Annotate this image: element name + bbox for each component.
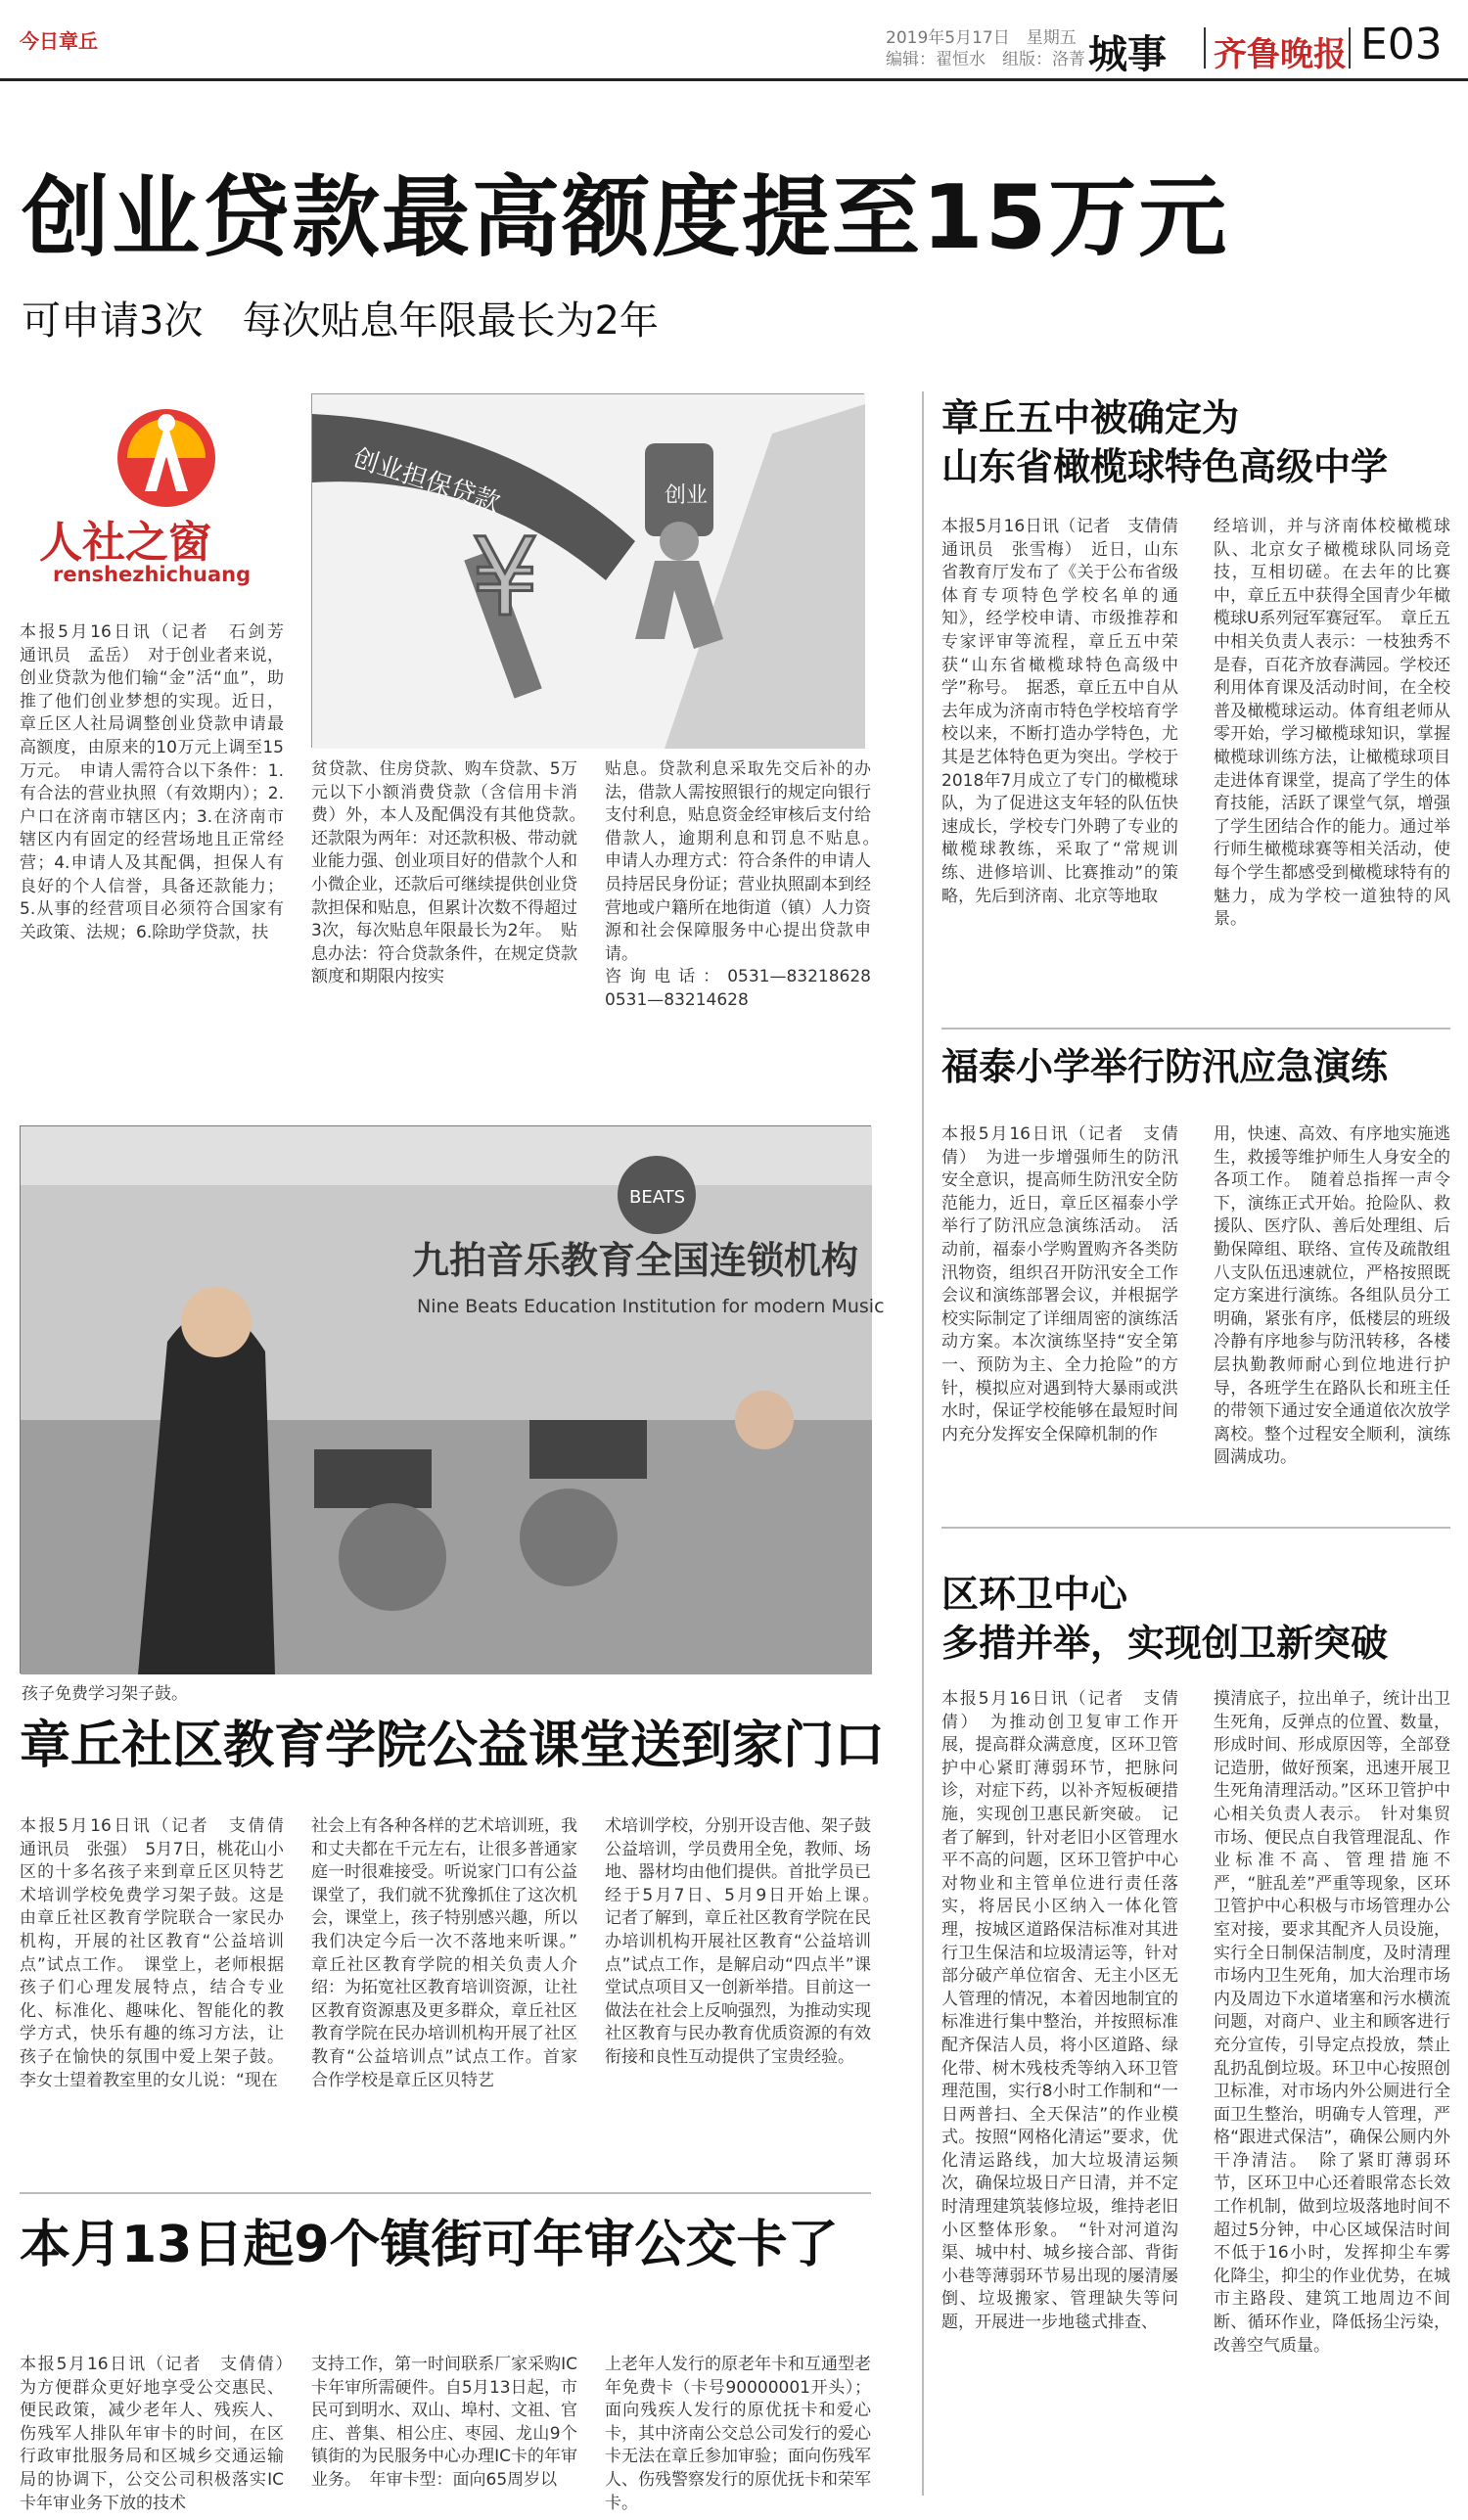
- story-right3-title-line1: 区环卫中心: [941, 1573, 1128, 1616]
- main-subhead: 可申请3次 每次贴息年限最长为2年: [22, 298, 659, 344]
- story-left2-column-3: 术培训学校，分别开设吉他、架子鼓公益培训，学员费用全免，教师、场地、器材均由他们提供。首批学员已经于5月7日、5月9日开始上课。 记者了解到，章丘社区教育学院在民办培训机构开展社区教育“公益培训点”试点工作，是解启动“四点半”课堂试点项目又一创新举措。目前这一做法在社会上反响强烈，为推动实现社区教育与民办教育优质资源的有效衔接和良性互动提供了宝贵经验。: [605, 1816, 888, 2067]
- page-header: [0, 0, 1468, 77]
- story-right1-column-2: 经培训，并与济南体校橄榄球队、北京女子橄榄球队同场竞技，互相切磋。在去年的比赛中，章丘五中获得全国青少年橄榄球U系列冠军赛冠军。 章丘五中相关负责人表示：一枝独秀不是春，百花齐放春满园。学校还利用体育课及活动时间，在全校普及橄榄球运动。体育组老师从零开始，学习橄榄球知识，掌握橄榄球训练方法，让橄榄球项目走进体育课堂，提高了学生的体育技能，活跃了课堂气氛，增强了学生团结合作的能力。通过举行师生橄榄球赛等相关活动，使每个学生都感受到橄榄球特有的魅力，成为学校一道独特的风景。: [1214, 517, 1450, 930]
- photo-sign-text: 九拍音乐教育全国连锁机构: [412, 1239, 859, 1282]
- story-right1-title-line1: 章丘五中被确定为: [941, 396, 1240, 439]
- story-divider: [20, 2192, 871, 2194]
- contact-phone: 咨询电话：0531—83218628 0531—83214628: [605, 967, 888, 1010]
- edition-editor: 编辑：翟恒水 组版：洛菁: [886, 50, 1085, 69]
- lead-column-3: 贴息。贷款利息采取先交后补的办法，借款人需按照银行的规定向银行支付利息，贴息资金经审核后支付给借款人，逾期利息和罚息不贴息。 申请人办理方式：符合条件的申请人员持居民身份证；营业执照副本到经营地或户籍所在地街道（镇）人力资源和社会保障服务中心提出贷款申请。 咨询电话：0531—83218628 0531—83214628: [605, 758, 871, 1052]
- photo-logo-text: BEATS: [629, 1187, 686, 1208]
- story-right1-column-1: 本报5月16日讯（记者 支倩倩 通讯员 张雪梅） 近日，山东省教育厅发布了《关于公布省级体育专项特色学校名单的通知》，经学校申请、市级推荐和专家评审等流程，章丘五中荣获“山东省橄榄球特色高级中学”称号。 据悉，章丘五中自从去年成为济南市特色学校培育学校以来，不断打造办学特色，尤其是艺体特色更为突出。学校于2018年7月成立了专门的橄榄球队，为了促进这支年轻的队伍快速成长，学校专门外聘了专业的橄榄球教练，采取了“常规训练、进修培训、比赛推动”的策略，先后到济南、北京等地取: [941, 517, 1195, 906]
- header-separator: [1349, 27, 1351, 69]
- cartoon-illustration-icon: [312, 394, 865, 749]
- edition-date: 2019年5月17日 星期五: [886, 28, 1077, 48]
- story-divider: [941, 1527, 1450, 1529]
- loan-cartoon: [311, 393, 864, 748]
- story-left3-title: 本月13日起9个镇街可年审公交卡了: [20, 2216, 839, 2274]
- story-left3-column-2: 支持工作，第一时间联系厂家采购IC卡年审所需硬件。自5月13日起，市民可到明水、双山、埠村、文祖、官庄、普集、相公庄、枣园、龙山9个镇街的为民服务中心办理IC卡的年审业务。 年审卡型：面向65周岁以: [311, 2355, 577, 2490]
- photo-sign-en: Nine Beats Education Institution for modern Music: [417, 1296, 885, 1317]
- story-left3-column-1: 本报5月16日讯（记者 支倩倩） 为方便群众更好地享受公交惠民、便民政策，减少老年人、残疾人、伤残军人排队年审卡的时间，在区行政审批服务局和区城乡交通运输局的协调下，公交公司积极落实IC卡年审业务下放的技术: [20, 2355, 300, 2513]
- header-rule: [0, 78, 1468, 81]
- main-headline: 创业贷款最高额度提至15万元: [22, 166, 1229, 269]
- paper-name: 齐鲁晚报: [1214, 35, 1347, 74]
- photo-illustration-icon: [21, 1126, 885, 1674]
- story-divider: [941, 1028, 1450, 1030]
- story-right2-column-2: 用，快速、高效、有序地实施逃生，救援等维护师生人身安全的各项工作。 随着总指挥一声令下，演练正式开始。抢险队、救援队、医疗队、善后处理组、后勤保障组、联络、宣传及疏散组八支队伍迅速就位，严格按照既定方案进行演练。各组队员分工明确，紧张有序，低楼层的班级冷静有序地参与防汛转移，各楼层执勤教师耐心到位地进行护导，各班学生在路队长和班主任的带领下通过安全通道依次放学离校。整个过程安全顺利，演练圆满成功。: [1214, 1124, 1450, 1468]
- story-left3-column-3: 上老年人发行的原老年卡和互通型老年免费卡（卡号90000001开头）；面向残疾人发行的原优抚卡和爱心卡，其中济南公交总公司发行的爱心卡无法在章丘参加审验；面向伤残军人、伤残警察发行的原优抚卡和荣军卡。: [605, 2355, 871, 2513]
- section-tag: 今日章丘: [20, 29, 98, 53]
- lead-column-1: 本报5月16日讯（记者 石剑芳 通讯员 孟岳） 对于创业者来说，创业贷款为他们输“金”活“血”，助推了他们创业梦想的实现。近日，章丘区人社局调整创业贷款申请最高额度，由原来的10万元上调至15万元。 申请人需符合以下条件：1.有合法的营业执照（有效期内）；2.户口在济南市辖区内；3.在济南市辖区内有固定的经营场地且正常经营；4.申请人及其配偶，担保人有良好的个人信誉，具备还款能力；5.从事的经营项目必须符合国家有关政策、法规；6.除助学贷款，扶: [20, 622, 300, 942]
- cartoon-yuan-symbol: ¥: [471, 515, 539, 640]
- logo-title: 人社之窗: [39, 518, 211, 568]
- cartoon-backpack-label: 创业: [665, 483, 709, 508]
- column-name: 城事: [1088, 32, 1167, 77]
- photo-caption: 孩子免费学习架子鼓。: [22, 1684, 188, 1704]
- story-right3-column-2: 摸清底子，拉出单子，统计出卫生死角，反弹点的位置、数量，形成时间、形成原因等，全部登记造册，做好预案，迅速开展卫生死角清理活动。”区环卫管护中心相关负责人表示。 针对集贸市场、便民点自我管理混乱、作业标准不高、管理措施不严，“脏乱差”严重等现象，区环卫管护中心积极与市场管理办公室对接，要求其配齐人员设施，实行全日制保洁制度，及时清理市场内卫生死角，加大治理市场内及周边下水道堵塞和污水横流问题，对商户、业主和顾客进行充分宣传，引导定点投放，禁止乱扔乱倒垃圾。环卫中心按照创卫标准，对市场内外公厕进行全面卫生整治，明确专人管理，严格“跟进式保洁”，确保公厕内外干净清洁。 除了紧盯薄弱环节，区环卫中心还着眼常态长效工作机制，做到垃圾落地时间不超过5分钟，中心区域保洁时间不低于16小时，发挥抑尘车雾化降尘，抑尘的作业优势，在城市主路段、建筑工地周边不间断、循环作业，降低扬尘污染，改善空气质量。: [1214, 1689, 1450, 2356]
- story-right2-title: 福泰小学举行防汛应急演练: [941, 1045, 1389, 1088]
- story-left2-column-1: 本报5月16日讯（记者 支倩倩 通讯员 张强） 5月7日，桃花山小区的十多名孩子来到章丘区贝特艺术培训学校免费学习架子鼓。这是由章丘社区教育学院联合一家民办机构，开展的社区教育“公益培训点”试点工作。 课堂上，老师根据孩子们心理发展特点，结合专业化、标准化、趣味化、智能化的教学方式，快乐有趣的练习方法，让孩子在愉快的氛围中爱上架子鼓。李女士望着教室里的女儿说：“现在: [20, 1816, 300, 2090]
- story-left2-title: 章丘社区教育学院公益课堂送到家门口: [20, 1717, 886, 1775]
- renshe-emblem-icon: [69, 401, 264, 509]
- story-right3-title-line2: 多措并举，实现创卫新突破: [941, 1622, 1389, 1665]
- column-divider: [922, 391, 924, 2496]
- header-separator: [1204, 27, 1206, 69]
- cartoon-label: 创业担保贷款: [348, 443, 504, 519]
- lead-column-2: 贫贷款、住房贷款、购车贷款、5万元以下小额消费贷款（含信用卡消费）外，本人及配偶没有其他贷款。 还款限为两年：对还款积极、带动就业能力强、创业项目好的借款个人和小微企业，还款后可继续提供创业贷款担保和贴息，但累计次数不得超过3次，每次贴息年限最长为2年。 贴息办法：符合贷款条件，在规定贷款额度和期限内按实: [311, 759, 594, 987]
- story-right3-column-1: 本报5月16日讯（记者 支倩倩） 为推动创卫复审工作开展，提高群众满意度，区环卫管护中心紧盯薄弱环节，把脉问诊，对症下药，以补齐短板硬措施，实现创卫惠民新突破。 记者了解到，针对老旧小区管理水平不高的问题，区环卫管护中心对物业和主管单位进行责任落实，将居民小区纳入一体化管理，按城区道路保洁标准对其进行卫生保洁和垃圾清运等，针对部分破产单位宿舍、无主小区无人管理的情况，本着因地制宜的标准进行集中整治，并按照标准配齐保洁人员，将小区道路、绿化带、树木残枝秃等纳入环卫管理范围，实行8小时工作制和“一日两普扫、全天保洁”的作业模式。按照“网格化清运”要求，优化清运路线，加大垃圾清运频次，确保垃圾日产日清，并不定时清理建筑装修垃圾，维持老旧小区整体形象。 “针对河道沟渠、城中村、城乡接合部、背街小巷等薄弱环节易出现的屡清屡倒、垃圾搬家、管理缺失等问题，开展进一步地毯式排查、: [941, 1689, 1178, 2333]
- page-number: E03: [1360, 20, 1443, 69]
- drum-class-photo: [20, 1125, 885, 1673]
- logo-pinyin: renshezhichuang: [53, 563, 252, 586]
- story-right1-title-line2: 山东省橄榄球特色高级中学: [941, 445, 1389, 488]
- story-right2-column-1: 本报5月16日讯（记者 支倩倩） 为进一步增强师生的防汛安全意识，提高师生防汛安全防范能力，近日，章丘区福泰小学举行了防汛应急演练活动。 活动前，福泰小学购置购齐各类防汛物资，组织召开防汛安全工作会议和演练部署会议，并根据学校实际制定了详细周密的演练活动方案。本次演练坚持“安全第一、预防为主、全力抢险”的方针，模拟应对遇到特大暴雨或洪水时，保证学校能够在最短时间内充分发挥安全保障机制的作: [941, 1124, 1178, 1444]
- story-left2-column-2: 社会上有各种各样的艺术培训班，我和丈夫都在千元左右，让很多普通家庭一时很难接受。听说家门口有公益课堂了，我们就不犹豫抓住了这次机会，课堂上，孩子特别感兴趣，所以我们决定今后一次不落地来听课。” 章丘社区教育学院的相关负责人介绍：为拓宽社区教育培训资源，让社区教育资源惠及更多群众，章丘社区教育学院在民办培训机构开展了社区教育“公益培训点”试点工作。首家合作学校是章丘区贝特艺: [311, 1816, 594, 2090]
